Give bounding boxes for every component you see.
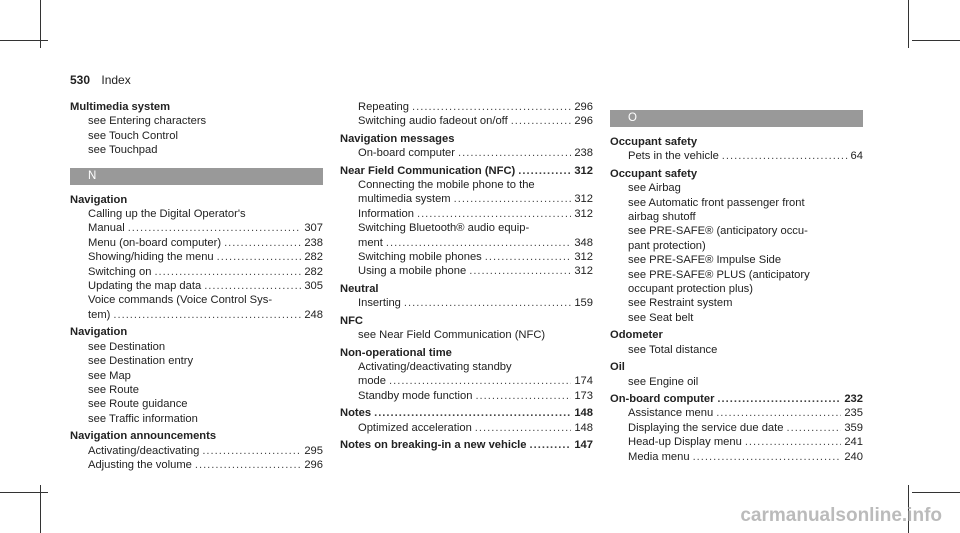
- dot-leader: [475, 421, 572, 435]
- dot-leader: [202, 444, 301, 458]
- index-subentry-text: Calling up the Digital Operator's: [88, 208, 246, 221]
- index-subentry-text: see Automatic front passenger front: [628, 196, 805, 209]
- index-subentry-text: occupant protection plus): [628, 283, 754, 296]
- index-subentry: [340, 421, 593, 435]
- index-subentry: [610, 239, 863, 253]
- index-term: [340, 438, 593, 452]
- section-header: N: [70, 168, 323, 185]
- index-term: [610, 360, 863, 374]
- page-ref: 174: [574, 375, 593, 388]
- dot-leader: [530, 438, 572, 452]
- index-subentry-text: see Destination: [88, 340, 166, 353]
- index-subentry-text: mode: [358, 375, 386, 388]
- watermark: carmanualsonline.info: [740, 505, 942, 526]
- index-subentry-text: see Airbag: [628, 182, 681, 195]
- index-subentry-text: airbag shutoff: [628, 211, 696, 224]
- page-ref: 282: [304, 265, 323, 278]
- index-term-text: Navigation messages: [340, 132, 455, 145]
- index-term: [70, 429, 323, 443]
- index-subentry-text: Switching mobile phones: [358, 251, 482, 264]
- index-term-text: Non-operational time: [340, 346, 452, 359]
- index-term-text: Multimedia system: [70, 101, 171, 113]
- page-ref: 147: [574, 438, 593, 451]
- page-header: [70, 73, 131, 87]
- index-term: [340, 132, 593, 146]
- page-ref: 359: [844, 421, 863, 434]
- index-subentry: [340, 178, 593, 192]
- index-entry: [340, 132, 593, 161]
- crop-mark: [912, 40, 960, 41]
- index-entry: [610, 392, 863, 464]
- index-subentry-text: Adjusting the volume: [88, 458, 192, 471]
- index-subentry-text: see Touchpad: [88, 144, 158, 157]
- index-subentry-text: Showing/hiding the menu: [88, 251, 214, 264]
- index-term-text: On-board computer: [610, 392, 715, 405]
- index-column-2: [340, 100, 593, 455]
- index-subentry-text: ment: [358, 236, 383, 249]
- index-subentry: [610, 210, 863, 224]
- dot-leader: [417, 207, 571, 221]
- index-subentry: [70, 340, 323, 354]
- index-term: [340, 406, 593, 420]
- index-subentry-text: see Destination entry: [88, 355, 194, 368]
- index-subentry-text: see PRE-SAFE® (anticipatory occu-: [628, 225, 808, 238]
- page-ref: 296: [574, 115, 593, 128]
- page-ref: 312: [574, 265, 593, 278]
- index-subentry-text: Connecting the mobile phone to the: [358, 179, 535, 192]
- page-number: 530: [70, 73, 91, 87]
- page-ref: 248: [304, 308, 323, 321]
- dot-leader: [511, 114, 572, 128]
- index-subentry-text: see Entering characters: [88, 115, 207, 128]
- index-entry: [70, 325, 323, 426]
- index-subentry-text: see Route guidance: [88, 398, 188, 411]
- index-term-text: Occupant safety: [610, 136, 698, 148]
- index-subentry: [70, 236, 323, 250]
- index-subentry: [70, 114, 323, 128]
- page-ref: 240: [844, 450, 863, 463]
- index-entry: [340, 314, 593, 343]
- page-ref: 148: [574, 407, 593, 420]
- index-subentry: [610, 343, 863, 357]
- index-entry: [340, 346, 593, 404]
- index-subentry: [70, 221, 323, 235]
- index-term: [340, 164, 593, 178]
- index-term-text: Notes on breaking-in a new vehicle: [340, 438, 527, 451]
- dot-leader: [374, 406, 571, 420]
- index-entry: [610, 167, 863, 325]
- dot-leader: [217, 250, 302, 264]
- index-term: [340, 282, 593, 296]
- index-subentry-text: Voice commands (Voice Control Sys-: [88, 294, 273, 307]
- index-subentry: [610, 450, 863, 464]
- index-term-text: Notes: [340, 407, 372, 420]
- index-term-text: Navigation: [70, 193, 128, 206]
- index-subentry: [610, 196, 863, 210]
- index-subentry: [610, 296, 863, 310]
- dot-leader: [716, 406, 841, 420]
- dot-leader: [475, 389, 571, 403]
- page-ref: 312: [574, 193, 593, 206]
- index-subentry: [610, 375, 863, 389]
- index-subentry: [340, 221, 593, 235]
- index-subentry-text: tem): [88, 308, 111, 321]
- index-subentry: [70, 458, 323, 472]
- index-subentry: [610, 224, 863, 238]
- index-subentry: [340, 100, 593, 114]
- index-term: [340, 314, 593, 328]
- dot-leader: [128, 221, 302, 235]
- index-term-text: Neutral: [340, 282, 379, 295]
- dot-leader: [518, 164, 571, 178]
- page-ref: 238: [304, 236, 323, 249]
- dot-leader: [404, 296, 571, 310]
- index-subentry-text: Optimized acceleration: [358, 421, 472, 434]
- index-subentry-text: Switching audio fadeout on/off: [358, 115, 508, 128]
- index-subentry-text: Using a mobile phone: [358, 265, 467, 278]
- index-subentry: [340, 250, 593, 264]
- index-subentry-text: see Seat belt: [628, 311, 694, 324]
- index-term: [610, 392, 863, 406]
- page-ref: 295: [304, 444, 323, 457]
- index-subentry: [340, 389, 593, 403]
- index-entry: [610, 360, 863, 389]
- index-term-text: Navigation announcements: [70, 430, 217, 443]
- index-entry: [340, 100, 593, 129]
- page-ref: 235: [844, 407, 863, 420]
- index-subentry-text: Switching Bluetooth® audio equip-: [358, 222, 530, 235]
- crop-mark: [912, 492, 960, 493]
- dot-leader: [204, 279, 301, 293]
- page-title: Index: [101, 73, 131, 87]
- index-subentry-text: Information: [358, 207, 414, 220]
- index-subentry: [340, 296, 593, 310]
- index-subentry-text: Menu (on-board computer): [88, 236, 222, 249]
- index-subentry-text: On-board computer: [358, 147, 456, 160]
- crop-mark: [0, 492, 48, 493]
- index-subentry-text: see Touch Control: [88, 129, 178, 142]
- dot-leader: [485, 250, 572, 264]
- index-subentry-text: Switching on: [88, 265, 152, 278]
- index-subentry-text: Activating/deactivating: [88, 444, 200, 457]
- index-column-3: [610, 100, 863, 467]
- index-subentry-text: Manual: [88, 222, 125, 235]
- dot-leader: [786, 421, 841, 435]
- dot-leader: [454, 192, 572, 206]
- page-ref: 296: [574, 101, 593, 113]
- index-subentry-text: Assistance menu: [628, 407, 714, 420]
- index-term-text: Oil: [610, 361, 625, 374]
- page-ref: 282: [304, 251, 323, 264]
- index-subentry: [70, 293, 323, 307]
- page-ref: 241: [844, 436, 863, 449]
- index-subentry: [610, 282, 863, 296]
- index-subentry: [340, 192, 593, 206]
- index-subentry-text: Updating the map data: [88, 280, 202, 293]
- index-subentry: [340, 236, 593, 250]
- section-header: O: [610, 110, 863, 127]
- dot-leader: [745, 435, 842, 449]
- page-ref: 312: [574, 251, 593, 264]
- index-subentry: [340, 360, 593, 374]
- index-subentry: [340, 207, 593, 221]
- dot-leader: [469, 264, 571, 278]
- index-subentry: [610, 149, 863, 163]
- index-entry: [610, 135, 863, 164]
- index-subentry: [70, 250, 323, 264]
- page-ref: 148: [574, 421, 593, 434]
- page-ref: 307: [304, 222, 323, 235]
- page-ref: 296: [304, 458, 323, 471]
- index-entry: [70, 429, 323, 472]
- page-ref: 305: [304, 280, 323, 293]
- index-subentry: [610, 421, 863, 435]
- index-term: [70, 100, 323, 114]
- dot-leader: [386, 236, 571, 250]
- dot-leader: [412, 100, 571, 114]
- dot-leader: [224, 236, 301, 250]
- index-subentry: [340, 264, 593, 278]
- dot-leader: [722, 149, 848, 163]
- index-subentry: [70, 369, 323, 383]
- index-subentry: [70, 412, 323, 426]
- index-term: [70, 325, 323, 339]
- dot-leader: [693, 450, 842, 464]
- page-ref: 173: [574, 389, 593, 402]
- dot-leader: [113, 308, 301, 322]
- page-ref: 64: [850, 150, 863, 163]
- index-term-text: Odometer: [610, 329, 663, 342]
- index-subentry-text: Media menu: [628, 450, 690, 463]
- index-term-text: Near Field Communication (NFC): [340, 164, 516, 177]
- dot-leader: [195, 458, 301, 472]
- index-entry: [340, 164, 593, 279]
- index-subentry-text: see Map: [88, 369, 131, 382]
- index-subentry-text: see Traffic information: [88, 412, 198, 425]
- index-entry: [70, 100, 323, 158]
- index-subentry-text: Activating/deactivating standby: [358, 360, 512, 373]
- index-term: [610, 135, 863, 149]
- index-subentry: [70, 354, 323, 368]
- dot-leader: [154, 265, 301, 279]
- index-subentry: [610, 268, 863, 282]
- index-term: [70, 193, 323, 207]
- index-term: [340, 346, 593, 360]
- index-subentry: [70, 129, 323, 143]
- index-entry: [610, 328, 863, 357]
- dot-leader: [717, 392, 841, 406]
- index-term: [610, 167, 863, 181]
- page-ref: 312: [574, 164, 593, 177]
- dot-leader: [458, 146, 571, 160]
- index-term-text: Occupant safety: [610, 167, 698, 180]
- index-subentry-text: multimedia system: [358, 193, 451, 206]
- index-subentry-text: see Near Field Communication (NFC): [358, 329, 546, 342]
- index-subentry-text: Inserting: [358, 297, 401, 310]
- index-subentry-text: Displaying the service due date: [628, 421, 784, 434]
- index-subentry-text: see PRE-SAFE® Impulse Side: [628, 254, 782, 267]
- index-subentry-text: see Route: [88, 383, 139, 396]
- index-subentry-text: see Engine oil: [628, 375, 699, 388]
- index-subentry: [340, 328, 593, 342]
- index-subentry: [340, 114, 593, 128]
- index-entry: [340, 282, 593, 311]
- index-subentry-text: Head-up Display menu: [628, 436, 742, 449]
- index-column-1: [70, 100, 323, 475]
- index-subentry: [340, 146, 593, 160]
- page-ref: 238: [574, 147, 593, 160]
- page-ref: 348: [574, 236, 593, 249]
- crop-mark: [0, 40, 48, 41]
- index-subentry-text: pant protection): [628, 239, 706, 252]
- index-subentry: [70, 143, 323, 157]
- index-subentry-text: Repeating: [358, 101, 410, 113]
- index-subentry: [70, 279, 323, 293]
- index-term-text: Navigation: [70, 326, 128, 339]
- index-term: [610, 328, 863, 342]
- index-subentry: [70, 207, 323, 221]
- index-subentry: [610, 311, 863, 325]
- index-subentry: [70, 397, 323, 411]
- index-entry: [340, 406, 593, 435]
- index-subentry: [610, 406, 863, 420]
- index-subentry-text: see Total distance: [628, 343, 718, 356]
- index-entry: [70, 193, 323, 323]
- index-subentry: [610, 253, 863, 267]
- index-subentry-text: see Restraint system: [628, 297, 733, 310]
- index-subentry-text: Pets in the vehicle: [628, 150, 719, 163]
- index-entry: [340, 438, 593, 452]
- index-term-text: NFC: [340, 314, 363, 327]
- crop-mark: [908, 0, 909, 48]
- index-subentry: [610, 435, 863, 449]
- index-subentry: [70, 383, 323, 397]
- index-subentry: [70, 265, 323, 279]
- page-ref: 232: [844, 392, 863, 405]
- index-subentry-text: see PRE-SAFE® PLUS (anticipatory: [628, 268, 810, 281]
- page-ref: 159: [574, 297, 593, 310]
- index-subentry: [340, 374, 593, 388]
- dot-leader: [389, 374, 571, 388]
- page-ref: 312: [574, 207, 593, 220]
- index-subentry: [70, 308, 323, 322]
- index-subentry: [610, 181, 863, 195]
- index-subentry-text: Standby mode function: [358, 389, 473, 402]
- index-subentry: [70, 444, 323, 458]
